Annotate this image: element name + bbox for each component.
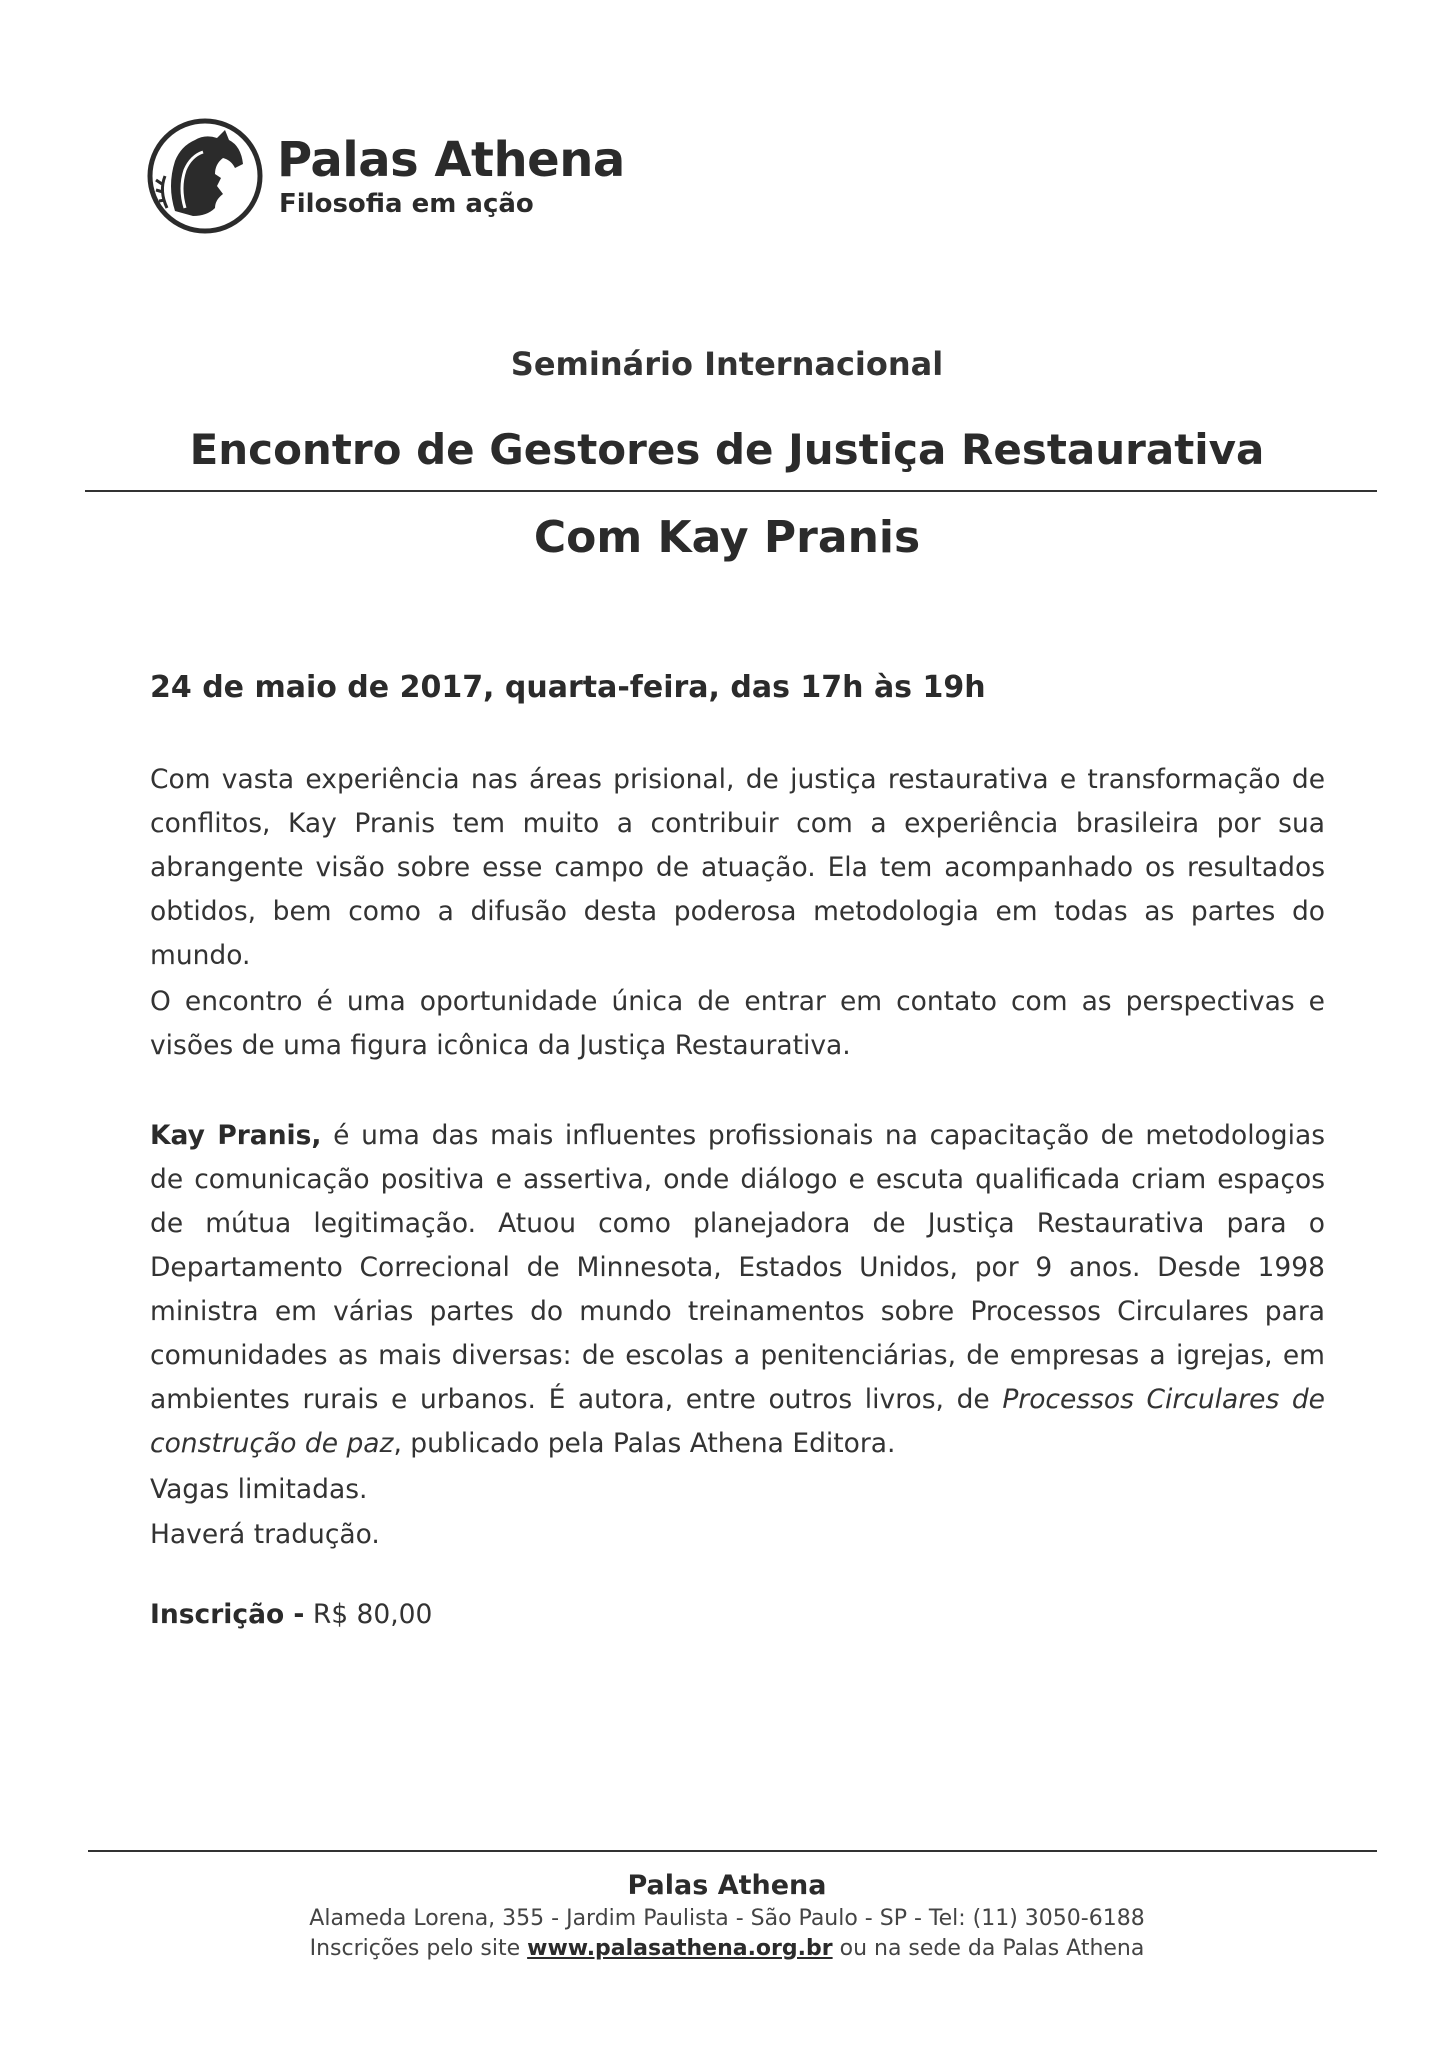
note-vagas: Vagas limitadas. <box>150 1474 368 1505</box>
event-date: 24 de maio de 2017, quarta-feira, das 17h às 19h <box>150 670 986 705</box>
paragraph-bio <box>150 1114 1325 1466</box>
registration-fee <box>150 1593 1325 1637</box>
note-traducao: Haverá tradução. <box>150 1519 380 1550</box>
athena-helmet-icon <box>145 116 265 236</box>
brand-tagline: Filosofia em ação <box>279 189 534 219</box>
event-speaker: Com Kay Pranis <box>533 512 921 563</box>
registration-price: R$ 80,00 <box>304 1599 433 1630</box>
registration-label: Inscrição - <box>150 1599 305 1630</box>
event-title: Encontro de Gestores de Justiça Restaurativa <box>189 425 1265 474</box>
footer-site-suffix: ou na sede da Palas Athena <box>832 1936 1145 1961</box>
title-divider <box>85 490 1377 492</box>
paragraph-intro: Com vasta experiência nas áreas prisional, de justiça restaurativa e transformação de conflitos, Kay Pranis tem muito a contribuir com a experiência brasileira por sua abrangente visão sobre esse campo de atuação. Ela tem acompanhado os resultados obtidos, bem como a difusão desta poderosa metodologia em todas as partes do mundo. <box>150 764 1325 971</box>
footer-title: Palas Athena <box>627 1870 827 1901</box>
event-subtitle: Seminário Internacional <box>510 345 944 383</box>
bio-name: Kay Pranis, <box>150 1120 322 1151</box>
footer-address: Alameda Lorena, 355 - Jardim Paulista - São Paulo - SP - Tel: (11) 3050-6188 <box>309 1906 1145 1931</box>
footer-site-line <box>0 1936 1454 1961</box>
brand-logo <box>145 116 625 241</box>
bio-end: , publicado pela Palas Athena Editora. <box>393 1428 896 1459</box>
paragraph-opportunity: O encontro é uma oportunidade única de entrar em contato com as perspectivas e visões de uma figura icônica da Justiça Restaurativa. <box>150 986 1325 1061</box>
footer-site-prefix: Inscrições pelo site <box>309 1936 528 1961</box>
book-title: Processos Circulares de construção de paz <box>150 1384 1325 1459</box>
brand-name: Palas Athena <box>277 132 625 188</box>
footer-divider <box>88 1850 1377 1852</box>
site-link[interactable]: www.palasathena.org.br <box>527 1936 833 1961</box>
bio-text: é uma das mais influentes profissionais na capacitação de metodologias de comunicação positiva e assertiva, onde diálogo e escuta qualificada criam espaços de mútua legitimação. Atuou como planejadora de Justiça Restaurativa para o Departamento Correcional de Minnesota, Estados Unidos, por 9 anos. Desde 1998 ministra em várias partes do mundo treinamentos sobre Processos Circulares para comunidades as mais diversas: de escolas a penitenciárias, de empresas a igrejas, em ambientes rurais e urbanos. É autora, entre outros livros, de <box>150 1120 1325 1415</box>
